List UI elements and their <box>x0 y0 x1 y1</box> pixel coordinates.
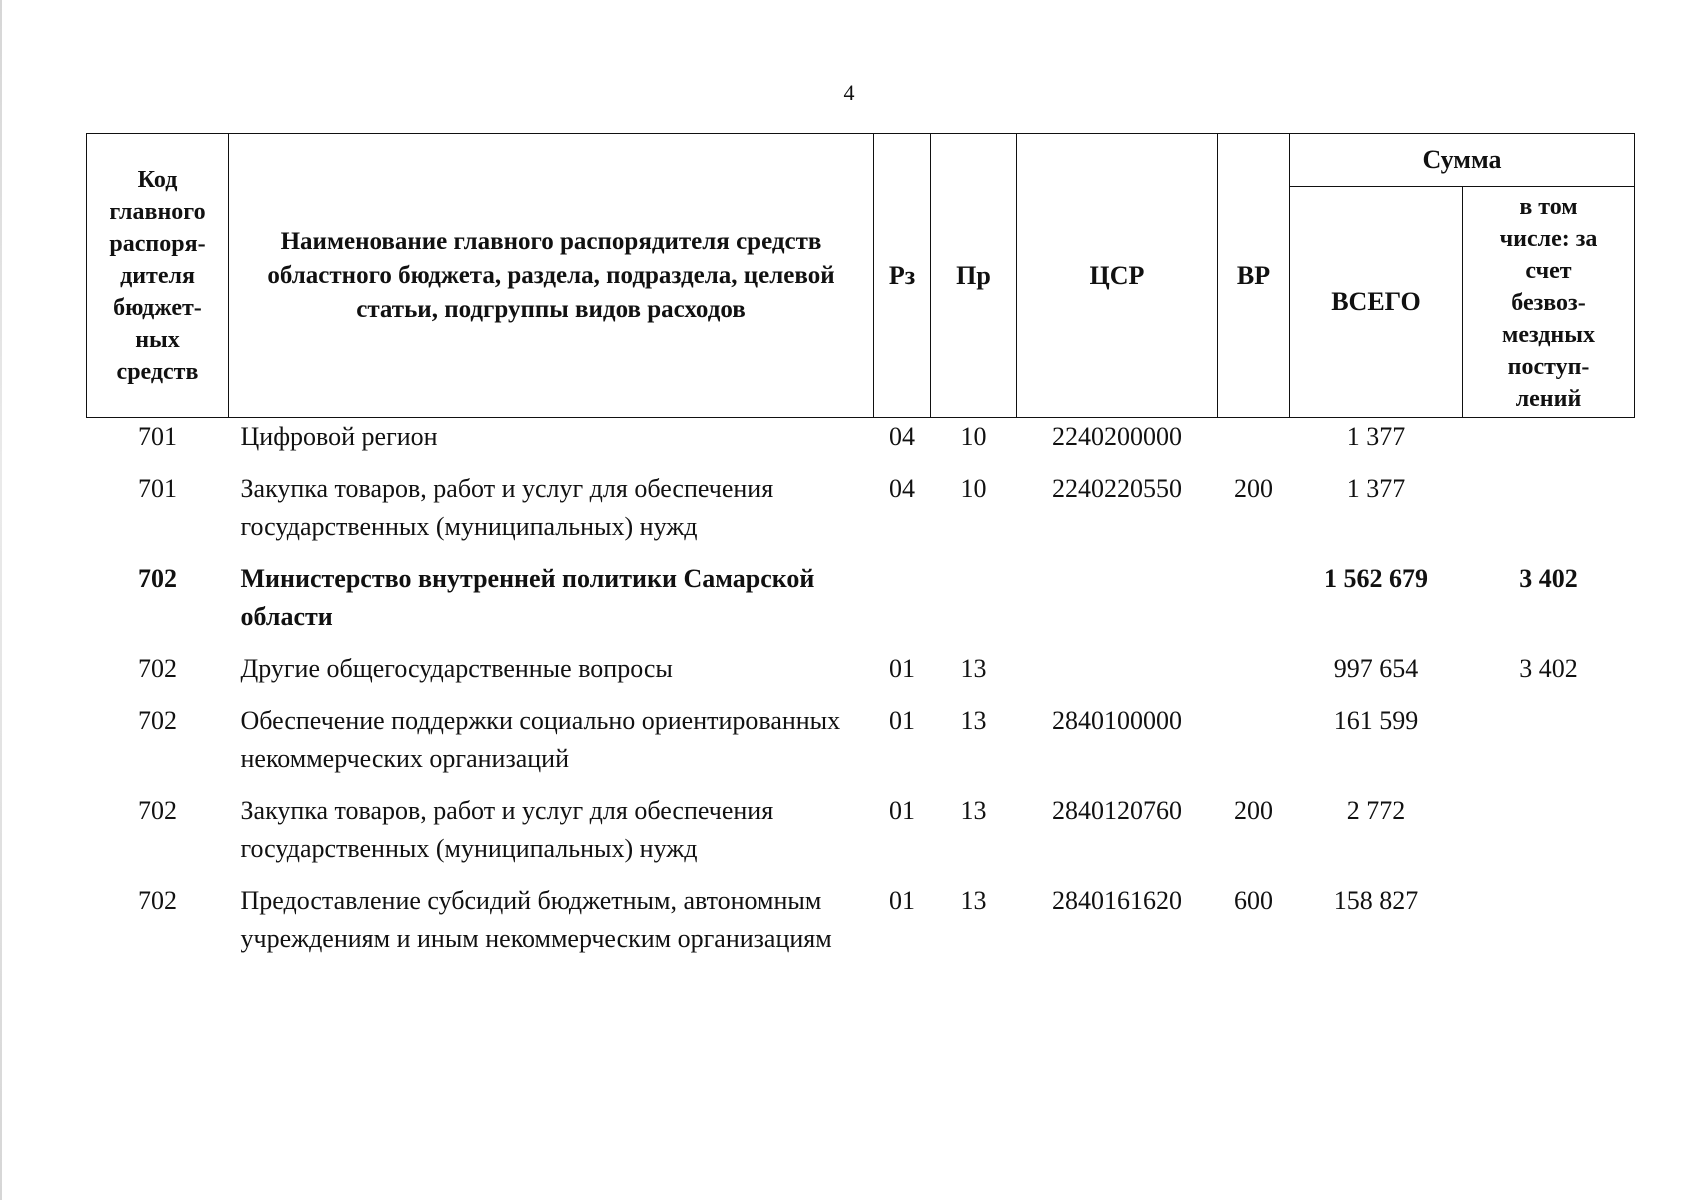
table-header <box>87 134 1635 418</box>
page-number: 4 <box>843 80 855 105</box>
budget-table <box>86 133 1635 958</box>
row-name: Закупка товаров, работ и услуг для обеспечения государственных (муниципальных) нужд <box>240 474 774 541</box>
row-total: 997 654 <box>1333 654 1419 683</box>
row-name: Министерство внутренней политики Самарской области <box>240 564 815 631</box>
row-vr: 200 <box>1234 796 1273 825</box>
row-pr: 13 <box>960 706 987 735</box>
table-row <box>87 778 1635 868</box>
scan-edge <box>0 0 2 1200</box>
header-name: Наименование главного распорядителя средств областного бюджета, раздела, подраздела, целевой статьи, подгруппы видов расходов <box>229 134 874 418</box>
header-sum: Сумма <box>1290 134 1635 187</box>
row-free <box>1463 868 1635 958</box>
row-csr: 2840161620 <box>1052 886 1182 915</box>
row-vr <box>1218 418 1290 457</box>
row-rz: 01 <box>889 886 915 915</box>
table-row <box>87 418 1635 457</box>
row-rz: 01 <box>889 706 915 735</box>
row-pr: 10 <box>960 474 987 503</box>
row-code: 702 <box>138 654 177 683</box>
row-vr <box>1218 546 1290 636</box>
row-free <box>1463 778 1635 868</box>
row-rz: 01 <box>889 654 915 683</box>
header-pr: Пр <box>931 134 1017 418</box>
row-pr: 13 <box>960 654 987 683</box>
row-pr: 13 <box>960 796 987 825</box>
header-free: в том числе: за счет безвоз- мездных поступ- лений <box>1463 187 1635 418</box>
row-free <box>1463 418 1635 457</box>
row-total: 161 599 <box>1333 706 1419 735</box>
row-free: 3 402 <box>1519 564 1578 593</box>
row-code: 701 <box>138 422 177 451</box>
row-vr <box>1218 636 1290 688</box>
table-row <box>87 456 1635 546</box>
row-rz <box>874 546 931 636</box>
row-free: 3 402 <box>1519 654 1578 683</box>
row-csr: 2840100000 <box>1052 706 1182 735</box>
table-row <box>87 868 1635 958</box>
row-code: 702 <box>138 886 177 915</box>
row-code: 702 <box>138 706 177 735</box>
row-code: 702 <box>138 796 177 825</box>
header-total: ВСЕГО <box>1290 187 1463 418</box>
row-free <box>1463 456 1635 546</box>
row-rz: 04 <box>889 474 915 503</box>
row-pr <box>931 546 1017 636</box>
row-csr: 2240200000 <box>1052 422 1182 451</box>
header-csr: ЦСР <box>1017 134 1218 418</box>
row-rz: 01 <box>889 796 915 825</box>
row-code: 702 <box>138 564 177 593</box>
table-body <box>87 418 1635 959</box>
row-csr <box>1017 546 1218 636</box>
row-name: Предоставление субсидий бюджетным, автономным учреждениям и иным некоммерческим организациям <box>240 886 832 953</box>
table-row <box>87 546 1635 636</box>
row-name: Другие общегосударственные вопросы <box>240 654 673 683</box>
row-pr: 10 <box>960 422 987 451</box>
row-rz: 04 <box>889 422 915 451</box>
row-free <box>1463 688 1635 778</box>
header-vr: ВР <box>1218 134 1290 418</box>
row-total: 2 772 <box>1346 796 1406 825</box>
row-name: Обеспечение поддержки социально ориентированных некоммерческих организаций <box>240 706 841 773</box>
row-csr: 2240220550 <box>1052 474 1182 503</box>
row-csr <box>1017 636 1218 688</box>
row-vr <box>1218 688 1290 778</box>
table-row <box>87 636 1635 688</box>
row-vr: 600 <box>1234 886 1273 915</box>
row-code: 701 <box>138 474 177 503</box>
row-pr: 13 <box>960 886 987 915</box>
row-name: Цифровой регион <box>240 422 438 451</box>
table-row <box>87 688 1635 778</box>
row-csr: 2840120760 <box>1052 796 1182 825</box>
row-vr: 200 <box>1234 474 1273 503</box>
header-rz: Рз <box>874 134 931 418</box>
row-total: 1 377 <box>1346 474 1406 503</box>
row-total: 158 827 <box>1333 886 1419 915</box>
row-name: Закупка товаров, работ и услуг для обеспечения государственных (муниципальных) нужд <box>240 796 774 863</box>
header-code: Код главного распоря- дителя бюджет- ных средств <box>87 134 229 418</box>
row-total: 1 562 679 <box>1324 564 1428 593</box>
row-total: 1 377 <box>1346 422 1406 451</box>
